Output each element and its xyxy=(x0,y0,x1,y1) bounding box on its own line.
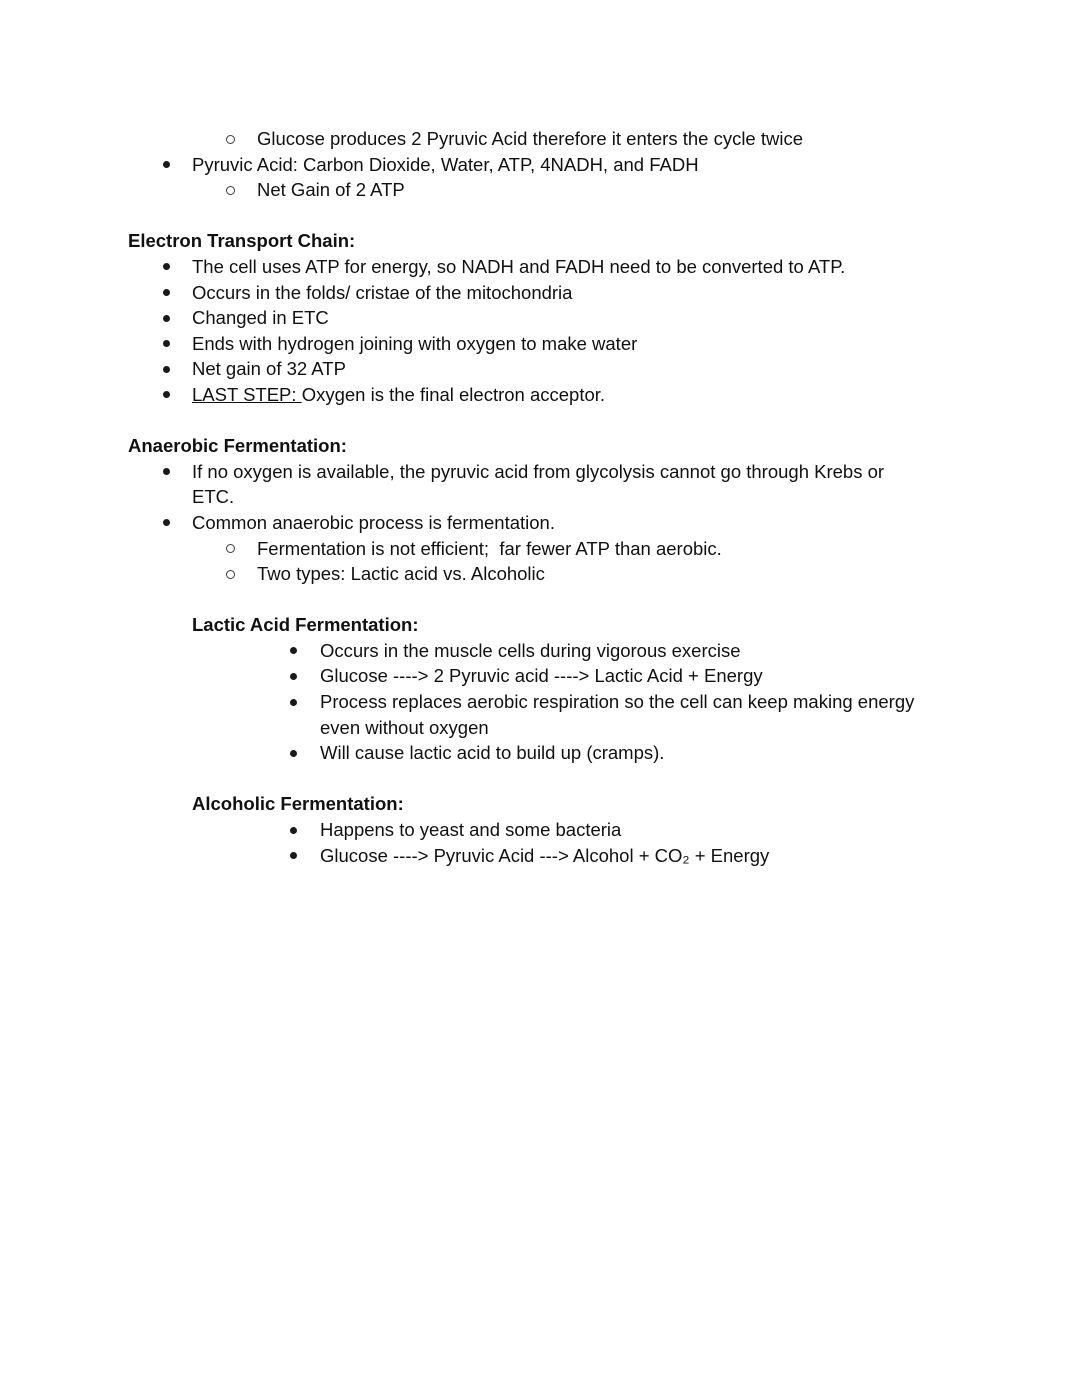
filled-bullet-icon xyxy=(290,673,297,680)
filled-bullet-icon xyxy=(290,750,297,757)
list-item-text: Occurs in the folds/ cristae of the mitochondria xyxy=(192,281,573,303)
list-item-text: Glucose ----> Pyruvic Acid ---> Alcohol + CO₂ + Energy xyxy=(320,844,770,866)
list-item-text: Pyruvic Acid: Carbon Dioxide, Water, ATP, 4NADH, and FADH xyxy=(192,153,699,175)
list-item xyxy=(0,331,1080,357)
list-item xyxy=(0,280,1080,306)
list-item-text: Glucose ----> 2 Pyruvic acid ----> Lactic Acid + Energy xyxy=(320,665,763,687)
filled-bullet-icon xyxy=(163,391,170,398)
list-item xyxy=(0,689,1080,740)
list-item-text: Net Gain of 2 ATP xyxy=(257,179,405,201)
list-item-text: Net gain of 32 ATP xyxy=(192,358,346,380)
list-item xyxy=(0,382,1080,408)
filled-bullet-icon xyxy=(163,340,170,347)
list-item xyxy=(0,536,1080,562)
section-heading-alcoholic-fermentation: Alcoholic Fermentation: xyxy=(192,793,404,815)
blank-line xyxy=(0,203,1080,229)
filled-bullet-icon xyxy=(163,315,170,322)
list-item xyxy=(0,561,1080,587)
list-item xyxy=(0,152,1080,178)
section-heading-lactic-acid-fermentation: Lactic Acid Fermentation: xyxy=(192,614,419,636)
list-item-text-continued: even without oxygen xyxy=(320,716,489,738)
filled-bullet-icon xyxy=(163,366,170,373)
list-item-text-continued: ETC. xyxy=(192,486,235,508)
document-content xyxy=(0,126,1080,868)
list-item-text: Will cause lactic acid to build up (cramps). xyxy=(320,742,665,764)
list-item xyxy=(0,638,1080,664)
section-heading-anaerobic-fermentation: Anaerobic Fermentation: xyxy=(128,435,347,457)
blank-line xyxy=(0,766,1080,792)
hollow-bullet-icon xyxy=(226,135,235,144)
list-item xyxy=(0,843,1080,869)
list-item-text: Glucose produces 2 Pyruvic Acid therefore it enters the cycle twice xyxy=(257,128,804,149)
list-item-text: Happens to yeast and some bacteria xyxy=(320,819,622,841)
blank-line xyxy=(0,408,1080,434)
filled-bullet-icon xyxy=(163,263,170,270)
filled-bullet-icon xyxy=(290,699,297,706)
list-item-text: The cell uses ATP for energy, so NADH and FADH need to be converted to ATP. xyxy=(192,255,846,277)
list-item xyxy=(0,356,1080,382)
underlined-text: LAST STEP: xyxy=(192,383,302,405)
hollow-bullet-icon xyxy=(226,570,235,579)
filled-bullet-icon xyxy=(163,289,170,296)
list-item xyxy=(0,126,1080,152)
list-item xyxy=(0,510,1080,536)
list-item xyxy=(0,740,1080,766)
hollow-bullet-icon xyxy=(226,186,235,195)
list-item-text: Ends with hydrogen joining with oxygen to make water xyxy=(192,332,638,354)
filled-bullet-icon xyxy=(163,161,170,168)
list-item-text: Fermentation is not efficient; far fewer ATP than aerobic. xyxy=(257,537,722,559)
list-item xyxy=(0,254,1080,280)
list-item-text: If no oxygen is available, the pyruvic acid from glycolysis cannot go through Krebs or xyxy=(192,460,885,482)
hollow-bullet-icon xyxy=(226,544,235,553)
list-item xyxy=(0,459,1080,510)
blank-line xyxy=(0,587,1080,613)
filled-bullet-icon xyxy=(163,468,170,475)
filled-bullet-icon xyxy=(290,827,297,834)
list-item-text: Two types: Lactic acid vs. Alcoholic xyxy=(257,563,545,585)
list-item xyxy=(0,305,1080,331)
list-item-text: Occurs in the muscle cells during vigorous exercise xyxy=(320,639,741,661)
list-item xyxy=(0,817,1080,843)
list-item-text: Changed in ETC xyxy=(192,307,329,329)
list-item xyxy=(0,663,1080,689)
filled-bullet-icon xyxy=(163,519,170,526)
list-item xyxy=(0,177,1080,203)
filled-bullet-icon xyxy=(290,647,297,654)
list-item-text: Process replaces aerobic respiration so the cell can keep making energy xyxy=(320,691,915,713)
filled-bullet-icon xyxy=(290,852,297,859)
section-heading-electron-transport-chain: Electron Transport Chain: xyxy=(128,230,356,252)
list-item-text: Common anaerobic process is fermentation. xyxy=(192,511,555,533)
list-item-text: Oxygen is the final electron acceptor. xyxy=(301,383,606,405)
